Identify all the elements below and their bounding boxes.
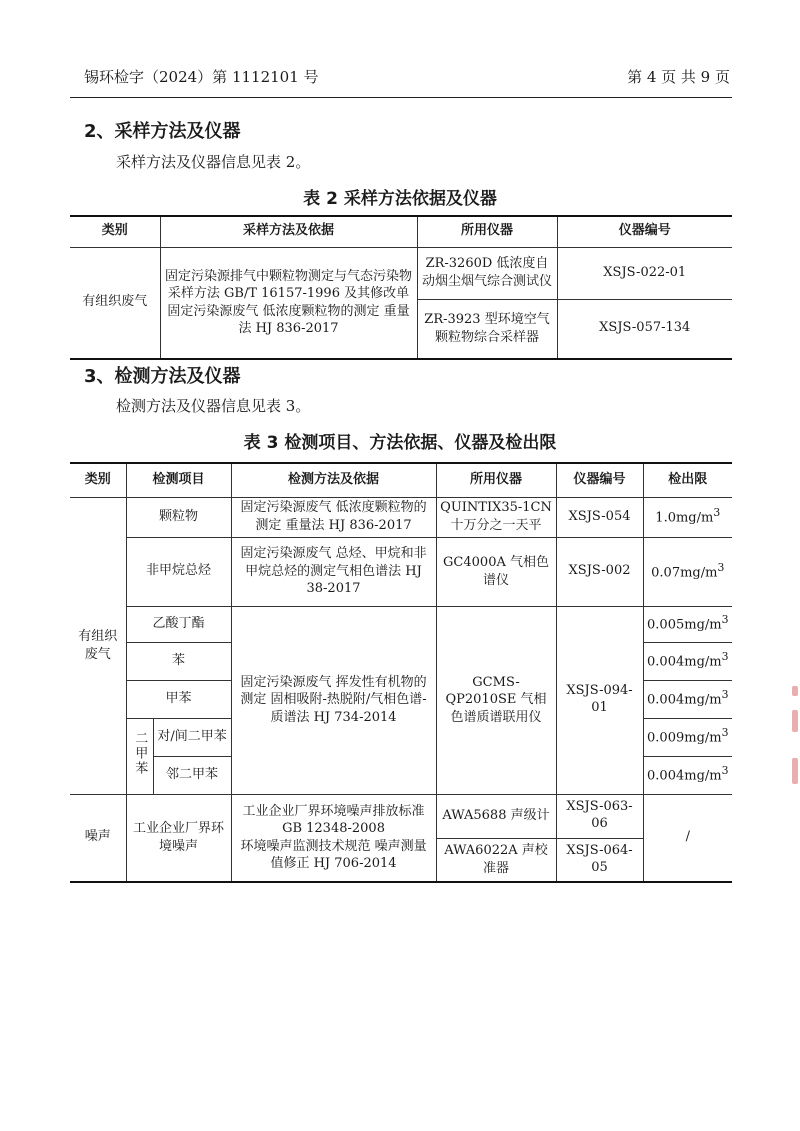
limit-cell <box>643 606 732 642</box>
col-header-method: 采样方法及依据 <box>160 216 417 247</box>
document-number: 锡环检字（2024）第 1112101 号 <box>84 68 319 86</box>
instrument-cell: GC4000A 气相色谱仪 <box>436 537 556 606</box>
table-row <box>70 247 732 299</box>
table-header-row <box>70 216 732 247</box>
seal-edge-mark <box>792 686 798 696</box>
col-header-category: 类别 <box>70 463 126 497</box>
table-row <box>70 497 732 537</box>
col-header-method: 检测方法及依据 <box>231 463 436 497</box>
limit-cell <box>643 497 732 537</box>
instrument-no-cell: XSJS-094-01 <box>556 606 643 794</box>
table-header-row <box>70 463 732 497</box>
xylene-group-label: 二甲苯 <box>132 730 148 776</box>
limit-cell <box>643 642 732 680</box>
method-text: 固定污染源废气 低浓度颗粒物的测定 重量法 HJ 836-2017 <box>167 303 410 337</box>
limit-cell <box>643 718 732 756</box>
method-cell: 固定污染源废气 总烃、甲烷和非甲烷总烃的测定气相色谱法 HJ 38-2017 <box>231 537 436 606</box>
col-header-category: 类别 <box>70 216 160 247</box>
limit-exponent: 3 <box>713 506 721 520</box>
instrument-no-cell: XSJS-022-01 <box>557 247 732 299</box>
header-divider <box>70 97 732 98</box>
method-cell: 固定污染源废气 挥发性有机物的测定 固相吸附-热脱附/气相色谱-质谱法 HJ 734-2014 <box>231 606 436 794</box>
instrument-cell: AWA5688 声级计 <box>436 794 556 838</box>
item-cell: 邻二甲苯 <box>153 756 231 794</box>
table-row <box>70 537 732 606</box>
detection-table <box>70 462 732 883</box>
item-cell: 工业企业厂界环境噪声 <box>126 794 231 882</box>
method-cell <box>160 247 417 359</box>
limit-cell: / <box>643 794 732 882</box>
instrument-cell: GCMS-QP2010SE 气相色谱质谱联用仪 <box>436 606 556 794</box>
limit-exponent: 3 <box>721 688 729 702</box>
page-indicator: 第 4 页 共 9 页 <box>627 68 730 86</box>
item-cell: 非甲烷总烃 <box>126 537 231 606</box>
instrument-cell: ZR-3923 型环境空气颗粒物综合采样器 <box>417 299 557 359</box>
method-text: 环境噪声监测技术规范 噪声测量值修正 HJ 706-2014 <box>240 838 427 872</box>
limit-exponent: 3 <box>717 560 725 574</box>
sampling-table <box>70 215 732 360</box>
method-text: 固定污染源排气中颗粒物测定与气态污染物采样方法 GB/T 16157-1996 及其修改单 <box>164 268 412 302</box>
limit-value: 0.004mg/m <box>647 654 722 670</box>
table2-title: 表 2 采样方法依据及仪器 <box>303 189 497 209</box>
instrument-no-cell: XSJS-057-134 <box>557 299 732 359</box>
instrument-no-cell: XSJS-054 <box>556 497 643 537</box>
instrument-cell: QUINTIX35-1CN 十万分之一天平 <box>436 497 556 537</box>
item-cell: 颗粒物 <box>126 497 231 537</box>
limit-exponent: 3 <box>721 726 729 740</box>
section3-heading: 3、检测方法及仪器 <box>84 366 241 387</box>
category-cell: 有组织废气 <box>70 497 126 794</box>
instrument-no-cell: XSJS-002 <box>556 537 643 606</box>
instrument-no-cell: XSJS-064-05 <box>556 838 643 882</box>
limit-value: 0.004mg/m <box>647 768 722 784</box>
item-cell: 甲苯 <box>126 680 231 718</box>
col-header-limit: 检出限 <box>643 463 732 497</box>
col-header-item: 检测项目 <box>126 463 231 497</box>
limit-exponent: 3 <box>721 650 729 664</box>
limit-value: 0.07mg/m <box>651 565 718 581</box>
instrument-cell: AWA6022A 声校准器 <box>436 838 556 882</box>
method-text: 工业企业厂界环境噪声排放标准 GB 12348-2008 <box>242 803 425 837</box>
instrument-cell: ZR-3260D 低浓度自动烟尘烟气综合测试仪 <box>417 247 557 299</box>
seal-edge-mark <box>792 758 798 784</box>
item-cell: 对/间二甲苯 <box>153 718 231 756</box>
col-header-instrument: 所用仪器 <box>436 463 556 497</box>
col-header-instrument: 所用仪器 <box>417 216 557 247</box>
limit-value: 0.009mg/m <box>647 730 722 746</box>
col-header-instrument-no: 仪器编号 <box>557 216 732 247</box>
method-cell: 固定污染源废气 低浓度颗粒物的测定 重量法 HJ 836-2017 <box>231 497 436 537</box>
section2-heading: 2、采样方法及仪器 <box>84 121 241 142</box>
col-header-instrument-no: 仪器编号 <box>556 463 643 497</box>
item-cell: 苯 <box>126 642 231 680</box>
category-cell: 噪声 <box>70 794 126 882</box>
xylene-group-cell <box>126 718 153 794</box>
limit-value: 1.0mg/m <box>655 510 714 526</box>
table-row <box>70 794 732 838</box>
limit-cell <box>643 756 732 794</box>
limit-exponent: 3 <box>721 764 729 778</box>
section2-intro: 采样方法及仪器信息见表 2。 <box>116 153 311 171</box>
item-cell: 乙酸丁酯 <box>126 606 231 642</box>
limit-cell <box>643 537 732 606</box>
limit-cell <box>643 680 732 718</box>
category-cell: 有组织废气 <box>70 247 160 359</box>
limit-value: 0.005mg/m <box>647 617 722 633</box>
instrument-no-cell: XSJS-063-06 <box>556 794 643 838</box>
table-row <box>70 606 732 642</box>
method-cell <box>231 794 436 882</box>
table3-title: 表 3 检测项目、方法依据、仪器及检出限 <box>243 433 557 453</box>
section3-intro: 检测方法及仪器信息见表 3。 <box>116 397 311 415</box>
seal-edge-mark <box>792 710 798 732</box>
limit-value: 0.004mg/m <box>647 692 722 708</box>
limit-exponent: 3 <box>721 613 729 627</box>
